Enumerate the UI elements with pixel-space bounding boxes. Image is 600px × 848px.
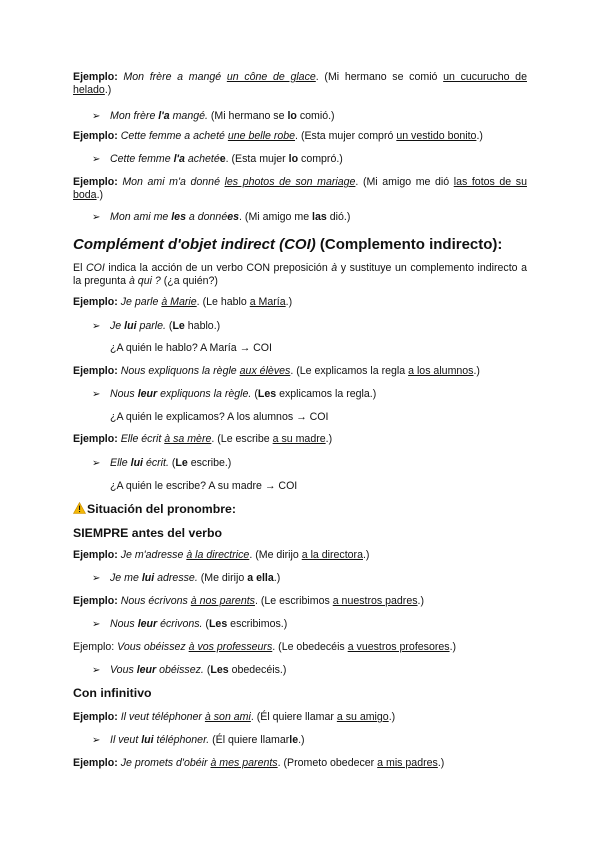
example-3: Ejemplo: Mon ami m'a donné les photos de son mariage. (Mi amigo me dió las fotos de su boda.): [73, 176, 527, 201]
example-label: Ejemplo:: [73, 549, 118, 561]
example-label: Ejemplo:: [73, 296, 118, 308]
example-3-substitution: ➢ Mon ami me les a données. (Mi amigo me las dió.): [92, 211, 351, 223]
example-label: Ejemplo:: [73, 433, 118, 445]
arrow-bullet-icon: ➢: [92, 735, 101, 746]
arrow-bullet-icon: ➢: [92, 154, 101, 165]
example-2: Ejemplo: Cette femme a acheté une belle robe. (Esta mujer compró un vestido bonito.): [73, 130, 483, 142]
section-heading-coi: Complément d'objet indirect (COI) (Complemento indirecto):: [73, 236, 503, 253]
example-1-substitution: ➢ Mon frère l'a mangé. (Mi hermano se lo comió.): [92, 110, 335, 122]
example-label: Ejemplo:: [73, 71, 118, 83]
example-label: Ejemplo:: [73, 711, 118, 723]
example-label: Ejemplo:: [73, 641, 115, 653]
warning-icon: [73, 502, 86, 514]
example-4-question: ¿A quién le hablo? A María → COI: [110, 342, 272, 354]
arrow-bullet-icon: ➢: [92, 458, 101, 469]
example-label: Ejemplo:: [73, 595, 118, 607]
arrow-bullet-icon: ➢: [92, 321, 101, 332]
arrow-bullet-icon: ➢: [92, 573, 101, 584]
example-6: Ejemplo: Elle écrit à sa mère. (Le escribe a su madre.): [73, 433, 333, 445]
arrow-bullet-icon: ➢: [92, 111, 101, 122]
arrow-bullet-icon: ➢: [92, 212, 101, 223]
example-label: Ejemplo:: [73, 130, 118, 142]
example-label: Ejemplo:: [73, 176, 118, 188]
example-label: Ejemplo:: [73, 757, 118, 769]
example-6-substitution: ➢ Elle lui écrit. (Le escribe.): [92, 457, 232, 469]
example-1: Ejemplo: Mon frère a mangé un cône de glace. (Mi hermano se comió un cucurucho de helado.): [73, 71, 527, 96]
example-6-question: ¿A quién le escribe? A su madre → COI: [110, 480, 298, 492]
example-8: Ejemplo: Nous écrivons à nos parents. (Le escribimos a nuestros padres.): [73, 595, 425, 607]
arrow-bullet-icon: ➢: [92, 665, 101, 676]
arrow-bullet-icon: ➢: [92, 619, 101, 630]
example-5-substitution: ➢ Nous leur expliquons la règle. (Les explicamos la regla.): [92, 388, 377, 400]
example-7-substitution: ➢ Je me lui adresse. (Me dirijo a ella.): [92, 572, 281, 584]
example-7: Ejemplo: Je m'adresse à la directrice. (Me dirijo a la directora.): [73, 549, 370, 561]
subheading-con-infinitivo: Con infinitivo: [73, 686, 152, 700]
example-8-substitution: ➢ Nous leur écrivons. (Les escribimos.): [92, 618, 288, 630]
subheading-siempre: SIEMPRE antes del verbo: [73, 526, 222, 540]
example-11: Ejemplo: Je promets d'obéir à mes parents. (Prometo obedecer a mis padres.): [73, 757, 445, 769]
example-9: Ejemplo: Vous obéissez à vos professeurs. (Le obedecéis a vuestros profesores.): [73, 641, 457, 653]
example-10-substitution: ➢ Il veut lui téléphoner. (Él quiere llamarle.): [92, 734, 305, 746]
example-4: Ejemplo: Je parle à Marie. (Le hablo a María.): [73, 296, 293, 308]
arrow-bullet-icon: ➢: [92, 389, 101, 400]
example-9-substitution: ➢ Vous leur obéissez. (Les obedecéis.): [92, 664, 287, 676]
example-10: Ejemplo: Il veut téléphoner à son ami. (Él quiere llamar a su amigo.): [73, 711, 396, 723]
example-label: Ejemplo:: [73, 365, 118, 377]
example-2-substitution: ➢ Cette femme l'a achetée. (Esta mujer lo compró.): [92, 153, 343, 165]
example-5-question: ¿A quién le explicamos? A los alumnos → COI: [110, 411, 329, 423]
example-5: Ejemplo: Nous expliquons la règle aux élèves. (Le explicamos la regla a los alumnos.): [73, 365, 480, 377]
example-4-substitution: ➢ Je lui parle. (Le hablo.): [92, 320, 221, 332]
coi-intro-paragraph: El COI indica la acción de un verbo CON preposición à y sustituye un complemento indirecto a la pregunta à qui ? (¿a quién?): [73, 262, 528, 287]
subheading-situacion: Situación del pronombre:: [73, 502, 236, 517]
